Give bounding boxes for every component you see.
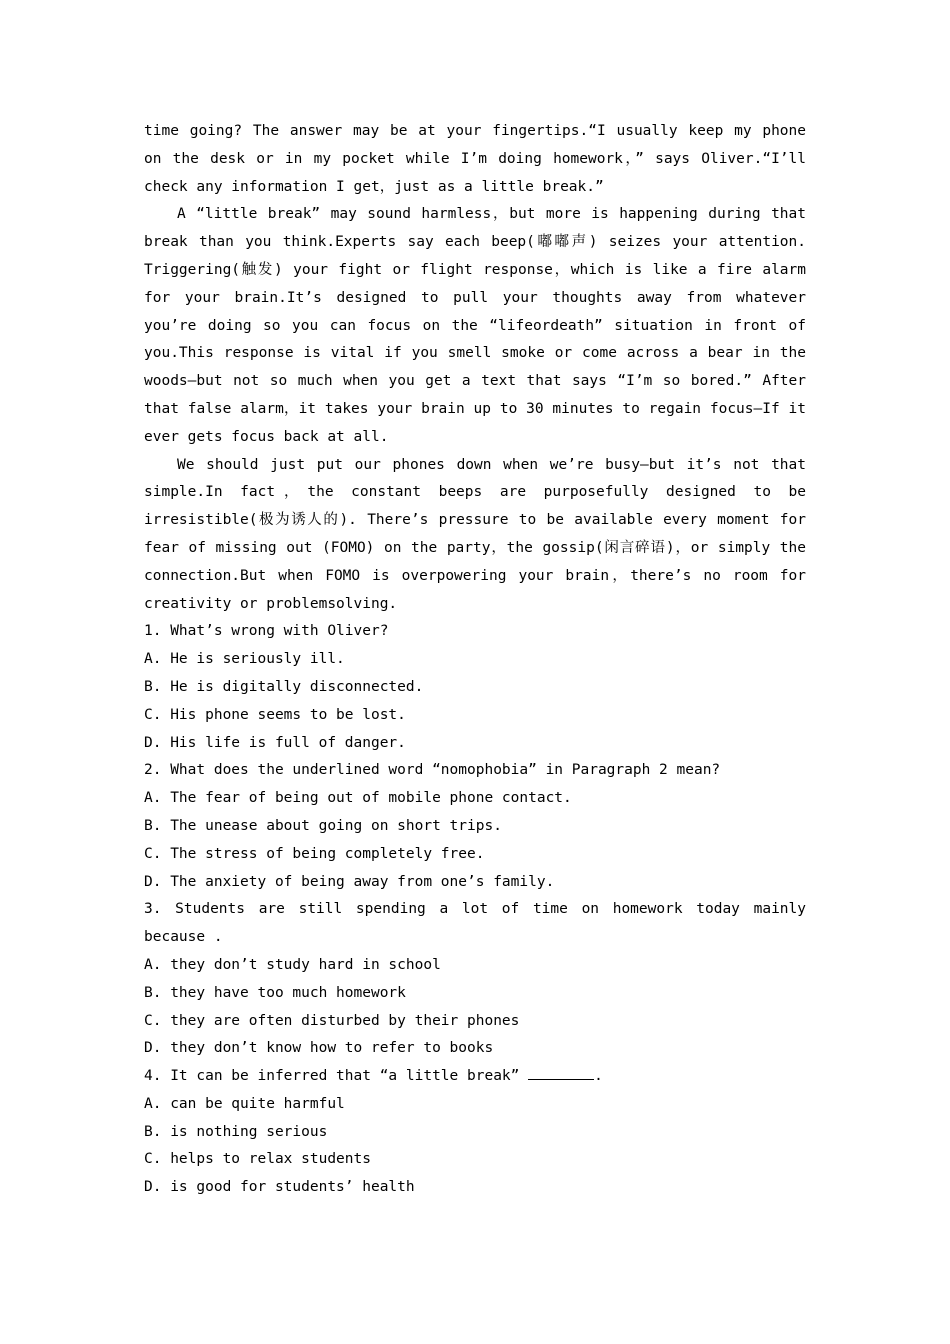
option-c: C. helps to relax students	[144, 1151, 371, 1168]
option-b: B. The unease about going on short trips.	[144, 817, 502, 834]
option-c: C. The stress of being completely free.	[144, 845, 485, 862]
question-2	[144, 757, 806, 896]
option-a: A. they don’t study hard in school	[144, 956, 441, 973]
option-a: A. He is seriously ill.	[144, 651, 345, 668]
question-stem: 3. Students are still spending a lot of time on homework today mainly because .	[144, 901, 806, 946]
option-d: D. The anxiety of being away from one’s family.	[144, 873, 555, 890]
question-stem: 2. What does the underlined word “nomophobia” in Paragraph 2 mean?	[144, 762, 721, 779]
question-stem-end: .	[594, 1068, 603, 1085]
passage-paragraph-1: time going? The answer may be at your fingertips.“I usually keep my phone on the desk or in my pocket while I’m doing homework，” says Oliver.“I’ll check any information I get，just as a little break.”	[144, 123, 806, 195]
option-b: B. is nothing serious	[144, 1123, 328, 1140]
option-d: D. His life is full of danger.	[144, 734, 406, 751]
option-d: D. they don’t know how to refer to books	[144, 1040, 494, 1057]
question-stem-line	[144, 1063, 806, 1091]
option-b: B. they have too much homework	[144, 984, 406, 1001]
option-c: C. His phone seems to be lost.	[144, 706, 406, 723]
question-stem: 1. What’s wrong with Oliver?	[144, 623, 389, 640]
option-a: A. can be quite harmful	[144, 1095, 345, 1112]
option-a: A. The fear of being out of mobile phone contact.	[144, 790, 572, 807]
question-4	[144, 1063, 806, 1202]
passage-paragraph-3: We should just put our phones down when we’re busy—but it’s not that simple.In fact，the constant beeps are purposefully designed to be irresistible(极为诱人的). There’s pressure to be available every moment for fear of missing out (FOMO) on the party，the gossip(闲言碎语)，or simply the connection.But when FOMO is overpowering your brain，there’s no room for creativity or problemsolving.	[144, 456, 806, 612]
option-b: B. He is digitally disconnected.	[144, 678, 424, 695]
question-1	[144, 618, 806, 757]
question-3	[144, 896, 806, 1063]
answer-blank	[528, 1065, 594, 1080]
option-d: D. is good for students’ health	[144, 1179, 415, 1196]
question-stem: 4. It can be inferred that “a little break”	[144, 1068, 520, 1085]
option-c: C. they are often disturbed by their phones	[144, 1012, 520, 1029]
document-page	[144, 118, 806, 1202]
passage-paragraph-2: A “little break” may sound harmless，but more is happening during that break than you think.Experts say each beep(嘟嘟声) seizes your attention. Triggering(触发) your fight or flight response，which is like a fire alarm for your brain.It’s designed to pull your thoughts away from whatever you’re doing so you can focus on the “lifeordeath” situation in front of you.This response is vital if you smell smoke or come across a bear in the woods—but not so much when you get a text that says “I’m so bored.” After that false alarm，it takes your brain up to 30 minutes to regain focus—If it ever gets focus back at all.	[144, 206, 806, 445]
